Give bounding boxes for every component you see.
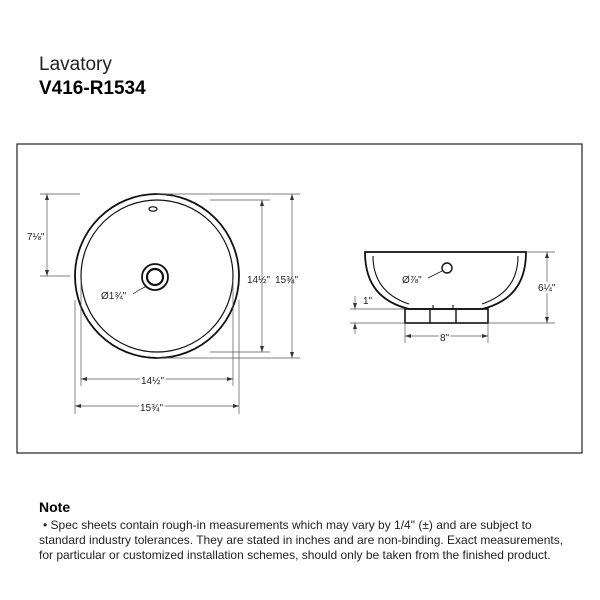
bowl-base <box>405 309 488 323</box>
dim-outer-depth: 15¾" <box>275 275 299 286</box>
note-text: Spec sheets contain rough-in measurements which may vary by 1/4" (±) and are subject to standard industry tolerances. They are stated in inches and are non-binding. Exact measurements, for particular or customized installation schemes, should only be taken from the finished product. <box>39 518 564 562</box>
note-bullet: • <box>43 518 48 532</box>
bowl-outer-profile <box>365 252 526 309</box>
product-category: Lavatory <box>39 54 112 75</box>
drain-leader-line <box>133 286 147 294</box>
dim-total-height: 6¼" <box>538 283 556 294</box>
overflow-leader <box>428 271 442 278</box>
drain-outer <box>142 264 168 290</box>
bowl-inner-wall-right <box>482 256 518 304</box>
overflow-slot <box>149 207 157 211</box>
drain-inner <box>147 269 163 285</box>
dim-base-height: 1" <box>363 296 373 307</box>
dim-inner-depth: 14½" <box>247 275 271 286</box>
dim-center-height: 7⅛" <box>27 232 45 243</box>
top-view-arrowheads <box>45 194 294 408</box>
dim-inner-width: 14½" <box>141 376 165 387</box>
side-view <box>365 252 526 323</box>
note-body <box>39 518 579 563</box>
bowl-inner-rim <box>81 200 233 352</box>
dim-drain-diameter: Ø1¾" <box>101 291 127 302</box>
top-view <box>75 194 239 358</box>
note-heading: Note <box>39 499 71 515</box>
model-number: V416-R1534 <box>39 78 146 99</box>
dim-outer-width: 15¾" <box>140 403 164 414</box>
overflow-hole <box>442 263 452 273</box>
dim-base-width: 8" <box>440 333 450 344</box>
bowl-outer-rim <box>75 194 239 358</box>
dim-overflow-diameter: Ø⅞" <box>402 275 422 286</box>
